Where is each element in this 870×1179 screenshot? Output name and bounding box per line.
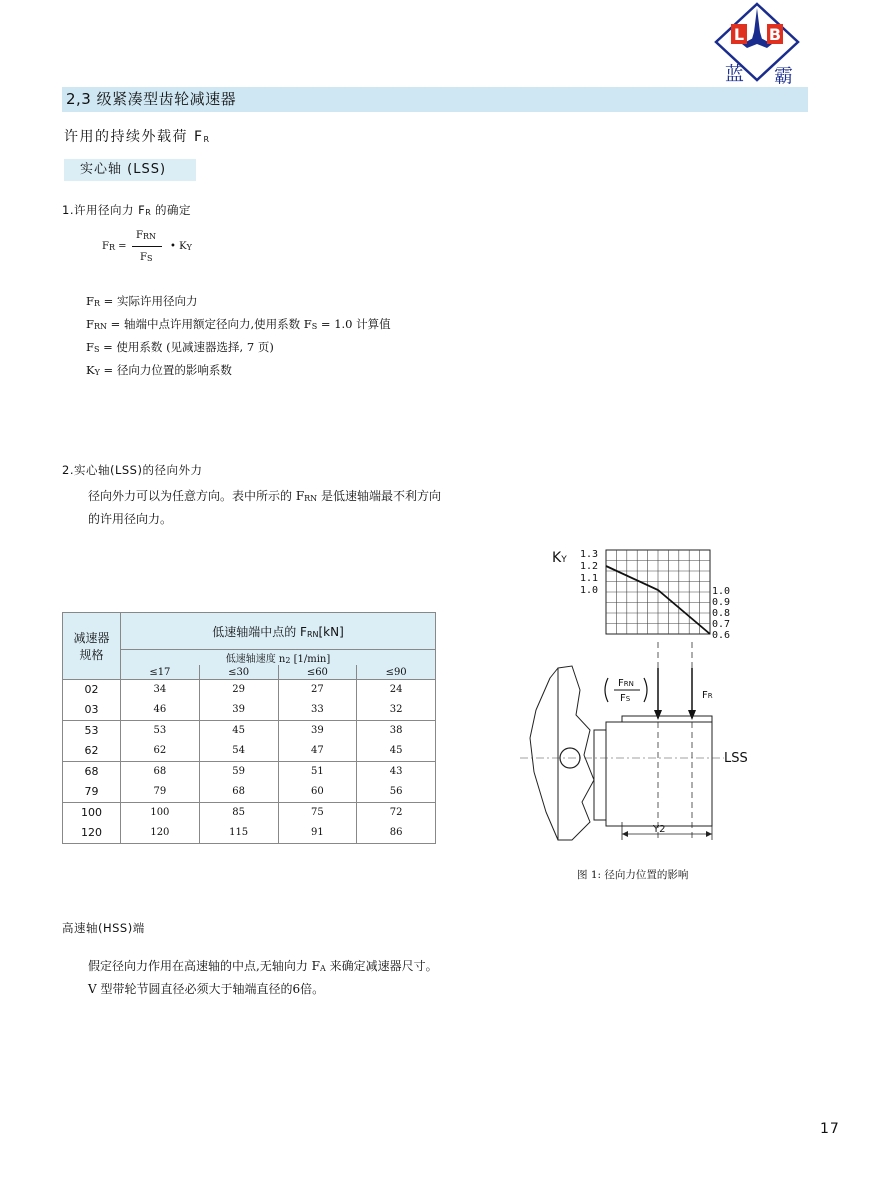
para3-sub: A [319, 964, 326, 973]
load-value: 68 [153, 766, 167, 777]
para3-tail: 来确定减速器尺寸。 [325, 959, 438, 973]
load-value: 27 [311, 684, 324, 695]
value-cell [121, 680, 200, 721]
table-title-tail: [kN] [318, 624, 344, 639]
formula-numerator [136, 230, 156, 241]
size-value: 100 [81, 806, 102, 819]
fr-label-sym: F [702, 690, 708, 701]
load-value: 75 [311, 807, 324, 818]
size-value: 62 [84, 744, 99, 757]
ky-label [552, 550, 567, 566]
load-value: 45 [389, 745, 403, 756]
value-cell [357, 680, 436, 721]
ky-left-tick: 1.1 [580, 573, 599, 584]
definition-list [86, 291, 391, 383]
para3-line2: V 型带轮节圆直径必须大于轴端直径的6倍。 [88, 982, 325, 996]
size-cell [63, 721, 121, 762]
section1-heading [62, 202, 191, 218]
load-value: 59 [232, 766, 245, 777]
section2-paragraph [88, 486, 441, 529]
formula-lhs-sym: F [102, 241, 109, 252]
speed-label [121, 650, 436, 666]
frn-arrow-head [654, 710, 662, 720]
speed-col-header: ≤90 [357, 665, 436, 680]
fraction-line [132, 246, 162, 247]
def-sub: Y [94, 368, 100, 377]
def-sym: F [86, 317, 94, 331]
load-value: 72 [389, 807, 403, 818]
load-value: 45 [232, 725, 245, 736]
frn-den-sub: S [625, 695, 631, 703]
value-cell [199, 680, 278, 721]
value-cell [199, 803, 278, 844]
value-cell [121, 803, 200, 844]
formula [102, 228, 222, 268]
frn-num-sym: F [618, 678, 624, 689]
para2-sub: RN [304, 494, 318, 503]
ky-label-sym: K [552, 550, 562, 566]
table-row-group [63, 803, 436, 844]
value-cell [278, 721, 357, 762]
def-sym: K [86, 363, 95, 377]
speed-col-header: ≤17 [121, 665, 200, 680]
ky-left-tick: 1.0 [580, 585, 599, 596]
size-header-line1: 减速器 [73, 631, 110, 645]
size-value: 03 [84, 703, 99, 716]
formula-num-sub: RN [142, 232, 156, 241]
size-value: 53 [84, 724, 99, 737]
speed-label-sub: 2 [285, 656, 291, 665]
logo-letter-b: B [768, 25, 782, 44]
size-value: 120 [81, 826, 102, 839]
frn-den [620, 693, 631, 704]
table-row-group [63, 680, 436, 721]
load-value: 51 [311, 766, 324, 777]
load-value: 54 [232, 745, 245, 756]
paren-right [644, 678, 647, 702]
size-value: 79 [84, 785, 99, 798]
gearbox-housing [558, 666, 594, 840]
def-text-tail: = 1.0 计算值 [317, 317, 391, 331]
formula-eq: = [114, 241, 127, 252]
load-value: 100 [150, 807, 170, 818]
dim-arrow [706, 831, 712, 837]
def-text: = 轴端中点许用额定径向力,使用系数 F [107, 317, 312, 331]
logo-brand-right: 霸 [774, 65, 794, 87]
size-header [63, 613, 121, 680]
lss-label: LSS [724, 751, 748, 766]
size-header-line2: 规格 [79, 648, 104, 662]
para2-line1: 径向外力可以为任意方向。表中所示的 F [88, 489, 305, 503]
def-text: = 使用系数 (见减速器选择, 7 页) [99, 340, 274, 354]
formula-den-sub: S [146, 254, 153, 263]
load-value: 115 [229, 827, 249, 838]
load-value: 53 [153, 725, 167, 736]
dim-arrow [622, 831, 628, 837]
load-value: 56 [389, 786, 403, 797]
value-cell [121, 721, 200, 762]
load-value: 46 [153, 704, 167, 715]
value-cell [278, 680, 357, 721]
ky-right-tick: 0.6 [712, 630, 731, 641]
housing-edge [530, 668, 558, 840]
load-value: 24 [389, 684, 403, 695]
flange [594, 730, 606, 820]
table-title-text: 低速轴端中点的 F [212, 624, 307, 639]
def-text: = 实际许用径向力 [100, 294, 198, 308]
value-cell [278, 803, 357, 844]
formula-lhs-sub: R [108, 243, 115, 252]
load-value: 120 [150, 827, 170, 838]
frn-num-sub: RN [623, 680, 634, 688]
value-cell [357, 762, 436, 803]
table-body [63, 680, 436, 844]
value-cell [278, 762, 357, 803]
lss-tag: 实心轴 (LSS) [64, 159, 196, 181]
speed-col-header: ≤60 [278, 665, 357, 680]
size-cell [63, 762, 121, 803]
ky-label-sub: Y [561, 555, 567, 565]
load-value: 33 [311, 704, 324, 715]
def-text-sub: S [311, 322, 318, 331]
fr-label [702, 690, 713, 701]
definition-item [86, 314, 391, 337]
ky-right-tick: 1.0 [712, 586, 731, 597]
formula-lhs [102, 241, 127, 252]
load-value: 34 [153, 684, 167, 695]
formula-rhs-sub: Y [186, 243, 192, 252]
load-value: 39 [311, 725, 324, 736]
def-text: = 径向力位置的影响系数 [99, 363, 232, 377]
subtitle [64, 126, 209, 146]
section3-paragraph [88, 956, 438, 999]
size-value: 02 [84, 683, 99, 696]
ky-figure [510, 540, 750, 852]
section2-heading: 2.实心轴(LSS)的径向外力 [62, 463, 203, 477]
para2-line2: 的许用径向力。 [88, 512, 173, 526]
logo-brand-left: 蓝 [725, 63, 745, 85]
load-value: 86 [389, 827, 403, 838]
size-value: 68 [84, 765, 99, 778]
def-sym: F [86, 340, 94, 354]
size-cell [63, 803, 121, 844]
ky-right-tick: 0.8 [712, 608, 731, 619]
frn-den-sym: F [620, 693, 626, 704]
table-title-sub: RN [306, 629, 319, 639]
load-value: 60 [311, 786, 324, 797]
y2-label: Y2 [653, 824, 666, 835]
speed-col-header: ≤30 [199, 665, 278, 680]
load-value: 91 [311, 827, 324, 838]
definition-item [86, 337, 391, 360]
table-title [121, 613, 436, 650]
value-cell [357, 721, 436, 762]
radial-load-table [62, 612, 436, 844]
load-value: 79 [153, 786, 167, 797]
fr-arrow-head [688, 710, 696, 720]
page-number: 17 [820, 1121, 840, 1137]
size-cell [63, 680, 121, 721]
value-cell [357, 803, 436, 844]
def-sym: F [86, 294, 94, 308]
lb-logo [712, 2, 802, 88]
speed-label-text: 低速轴速度 n [225, 654, 286, 665]
formula-den-sym: F [140, 252, 147, 263]
shaft-key [622, 716, 712, 722]
load-value: 62 [153, 745, 167, 756]
load-value: 43 [389, 766, 403, 777]
subtitle-text: 许用的持续外载荷 F [64, 129, 204, 145]
load-value: 38 [389, 725, 403, 736]
definition-item [86, 291, 391, 314]
shaft-body [606, 722, 712, 826]
ky-left-tick: 1.3 [580, 549, 599, 560]
formula-rhs [170, 241, 192, 252]
para2-tail: 是低速轴端最不利方向 [317, 489, 442, 503]
load-value: 39 [232, 704, 245, 715]
table-row-group [63, 721, 436, 762]
section3-heading: 高速轴(HSS)端 [62, 921, 145, 935]
formula-num-sym: F [136, 230, 143, 241]
def-sub: S [93, 345, 100, 354]
speed-label-tail: [1/min] [290, 654, 331, 665]
value-cell [199, 762, 278, 803]
load-value: 68 [232, 786, 245, 797]
section1-heading-sub: R [145, 208, 151, 217]
load-value: 29 [232, 684, 245, 695]
section-title: 2,3 级紧凑型齿轮减速器 [62, 87, 808, 112]
load-value: 47 [311, 745, 324, 756]
ky-left-tick: 1.2 [580, 561, 599, 572]
formula-denominator [140, 252, 152, 263]
logo-letter-l: L [733, 25, 745, 44]
fr-label-sub: R [707, 692, 713, 700]
load-value: 32 [389, 704, 403, 715]
ky-right-tick: 0.9 [712, 597, 731, 608]
para3-line1: 假定径向力作用在高速轴的中点,无轴向力 F [88, 959, 320, 973]
definition-item [86, 360, 391, 383]
value-cell [121, 762, 200, 803]
table-row-group [63, 762, 436, 803]
section1-heading-tail: 的确定 [150, 203, 191, 217]
figure-caption: 图 1: 径向力位置的影响 [577, 869, 689, 881]
def-sub: R [93, 299, 101, 308]
load-value: 85 [232, 807, 245, 818]
paren-left [605, 678, 608, 702]
frn-num [618, 678, 634, 689]
ky-right-tick: 0.7 [712, 619, 731, 630]
section1-heading-text: 1.许用径向力 F [62, 203, 146, 217]
def-sub: RN [93, 322, 108, 331]
formula-rhs-sym: • K [170, 241, 187, 252]
value-cell [199, 721, 278, 762]
subtitle-sub: R [203, 135, 210, 144]
